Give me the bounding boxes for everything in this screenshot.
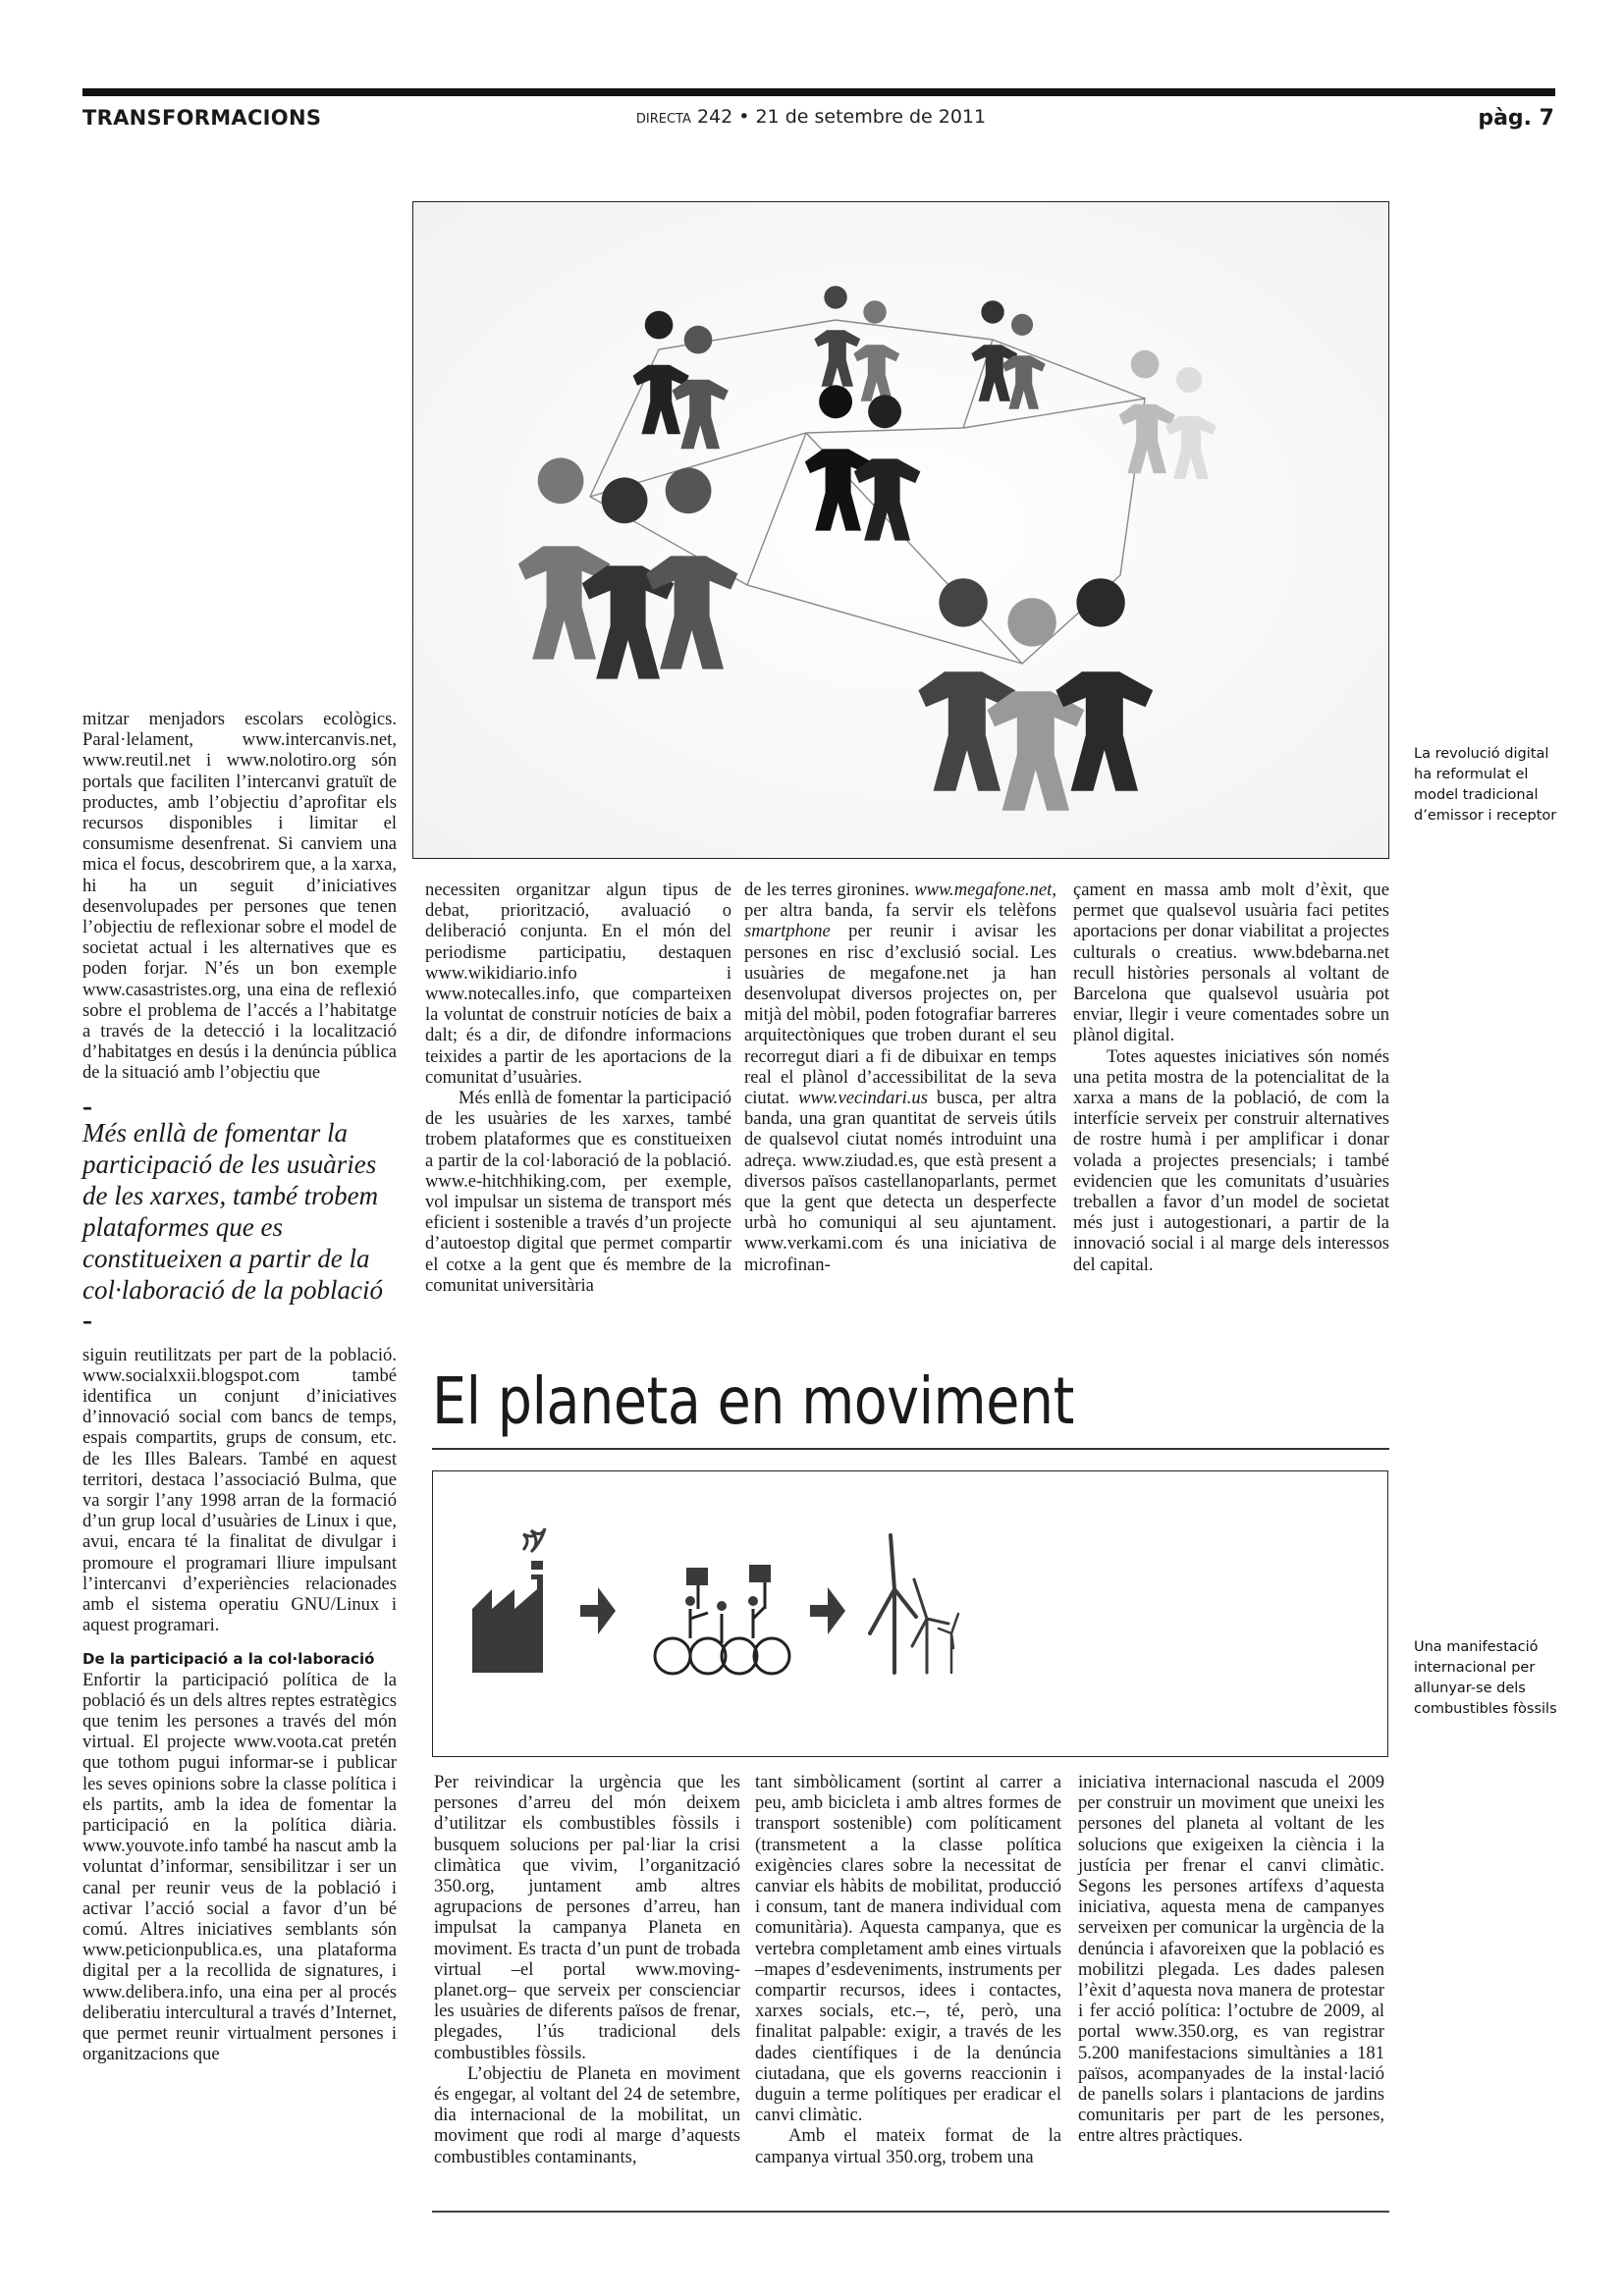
pull-quote-dash: – (82, 1308, 92, 1333)
paragraph: tant simbòlicament (sortint al carrer a peu, amb bicicleta i amb altres formes de transport sostenible) com políticament (transmetent a la classe política exigències clares sobre la necessitat de canviar els hàbits de mobilitat, producció i consum, tant de manera individual com comunitària). Aquesta campanya, que es vertebra completament amb eines virtuals –mapes d’esdeveniments, instruments per compartir recursos, idees i contactes, xarxes socials, etc.–, té, però, una finalitat palpable: exigir, a través de les dades científiques i de la denúncia ciutadana, que els governs reaccionin i duguin a terme polítiques per eradicar el canvi climàtic. (755, 1772, 1061, 2126)
paragraph: iniciativa internacional nascuda el 2009 per construir un moviment que uneixi les persones del planeta al voltant de les solucions que exigeixen la ciència i la justícia per frenar el canvi climàtic. Segons les persones artífexs d’aquesta iniciativa, aquesta mena de campanyes serveixen per comunicar la urgència de la denúncia i afavoreixen que la població es mobilitzi plegada. Les dades palesen l’èxit d’aquesta nova manera de protestar i fer acció política: l’octubre de 2009, al portal www.350.org, es van registrar 5.200 manifestacions simultànies a 181 països, acompanyades de la instal·lació de panells solars i plantacions de jardins comunitaris per part de les persones, entre altres pràctiques. (1078, 1772, 1384, 2147)
arrow-icon (580, 1587, 616, 1634)
article-column (744, 880, 1056, 1275)
link: www.megafone.net (914, 880, 1053, 900)
header-rule (82, 88, 1555, 96)
paragraph: siguin reutilitzats per part de la població. www.socialxxii.blogspot.com també identifica un conjunt d’iniciatives d’innovació social com bancs de temps, espais compartits, grups de consum, etc. de les Illes Balears. També en aquest territori, destaca l’associació Bulma, que va sorgir l’any 1998 arran de la formació d’un grup local d’usuàries de Linux i que, avui, encara té la finalitat de divulgar i promoure el programari lliure impulsant l’intercanvi d’experiències relacionades amb el sistema operatiu GNU/Linux i aquest programari. (82, 1344, 397, 1636)
article-column (425, 880, 731, 1296)
paragraph: mitzar menjadors escolars ecològics. Paral·lelament, www.intercanvis.net, www.reutil.net i www.nolotiro.org són portals que faciliten l’intercanvi gratuït de productes, amb l’objectiu d’aprofitar els recursos disponibles i limitar el consumisme desenfrenat. Si canviem una mica el focus, descobrirem que, a la xarxa, hi ha un seguit d’iniciatives desenvolupades per persones que tenen l’objectiu de reflexionar sobre el model de societat actual i les alternatives que es poden forjar. N’és un bon exemple www.casastristes.org, una eina de reflexió sobre el problema de l’accés a l’habitatge a través de la detecció i la localització d’habitatges en desús i la denúncia pública de la situació amb l’objectiu que (82, 709, 397, 1084)
paragraph: Per reivindicar la urgència que les persones d’arreu del món deixem d’utilitzar els combustibles fòssils i busquem solucions per pal·liar la crisi climàtica que vivim, l’organització 350.org, juntament amb altres agrupacions de persones d’arreu, han impulsat la campanya Planeta en moviment. Es tracta d’un punt de trobada virtual –el portal www.moving-planet.org– que serveix per conscienciar les usuàries de diferents països de frenar, plegades, l’ús tradicional dels combustibles fòssils. (434, 1772, 740, 2063)
separator: • (738, 106, 750, 128)
paragraph: L’objectiu de Planeta en moviment és engegar, al voltant del 24 de setembre, dia internacional de la mobilitat, un moviment que rodi al marge d’aquests combustibles contaminants, (434, 2062, 740, 2167)
page-number: pàg. 7 (1478, 106, 1554, 131)
paragraph: necessiten organitzar algun tipus de debat, priorització, avaluació o deliberació conjunta. En el món del periodisme participatiu, destaquen www.wikidiario.info i www.notecalles.info, que comparteixen la voluntat de construir notícies de baix a dalt; és a dir, de difondre informacions teixides a partir de les aportacions de la comunitat d’usuàries. (425, 880, 731, 1088)
pull-quote-text: Més enllà de fomentar la participació de les usuàries de les xarxes, també trobem plataformes que es constitueixen a partir de la col·laboració de la població (82, 1117, 383, 1305)
text: , per altra banda, fa servir els telèfons (744, 880, 1056, 922)
factory-bikes-windmills (433, 1471, 1387, 1756)
photo-caption: La revolució digital ha reformulat el model tradicional d’emissor i receptor (1414, 746, 1557, 824)
paragraph: Amb el mateix format de la campanya virtual 350.org, trobem una (755, 2125, 1061, 2167)
arrow-icon (810, 1587, 845, 1634)
paragraph: çament en massa amb molt d’èxit, que permet que qualsevol usuària faci petites aportacions per donar viabilitat a projectes culturals o creatius. www.bdebarna.net recull històries personals al voltant de Barcelona que qualsevol usuària pot enviar, llegir i veure comentades sobre un plànol digital. (1073, 880, 1389, 1046)
article-title: El planeta en moviment (432, 1363, 1074, 1439)
text: busca, per altra banda, una gran quantitat de serveis útils de qualsevol ciutat només introduint una adreça. www.ziudad.es, que està present a diversos països castellanoparlants, permet que la gent que detecta un desperfecte urbà ho comuniqui al seu ajuntament. www.verkami.com és una iniciativa de microfinan- (744, 1088, 1056, 1275)
article-column (1078, 1772, 1384, 2147)
transition-illustration (432, 1470, 1388, 1757)
issue-date: 21 de setembre de 2011 (755, 106, 987, 128)
text: per reunir i avisar les persones en risc d’exclusió social. Les usuàries de megafone.net ja han desenvolupat diversos projectes on, per mitjà del mòbil, poden fotografiar barreres arquitectòniques que troben durant el seu recorregut diari a fi de dibuixar en temps real el plànol d’accessibilitat de la seva ciutat. (744, 921, 1056, 1109)
factory-icon (472, 1528, 545, 1673)
paragraph: Més enllà de fomentar la participació de les usuàries de les xarxes, també trobem plataformes que es constitueixen a partir de la col·laboració de la població. www.e-hitchhiking.com, per exemple, vol impulsar un sistema de transport més eficient i sostenible a través d’un projecte d’autoestop digital que permet compartir el cotxe a la gent que és membre de la comunitat universitària (425, 1088, 731, 1296)
section-name: TRANSFORMACIONS (82, 106, 322, 130)
issue-number: 242 (696, 106, 733, 128)
wind-turbines-icon (870, 1535, 958, 1673)
article-column (434, 1772, 740, 2167)
pull-quote (82, 1097, 397, 1331)
link: www.vecindari.us (798, 1088, 928, 1109)
illustration-caption: Una manifestació internacional per allunyar-se dels combustibles fòssils (1414, 1639, 1557, 1717)
paragraph (744, 880, 1056, 1275)
issue-info (566, 106, 1056, 128)
text: de les terres gironines. (744, 880, 915, 900)
pull-quote-dash: – (82, 1095, 92, 1119)
cyclists-icon (655, 1579, 789, 1674)
emphasis: smartphone (744, 921, 831, 942)
paragraph: Enfortir la participació política de la població és un dels altres reptes estratègics que tenim les persones a través del món virtual. El projecte www.voota.cat pretén que tothom pugui informar-se i publicar les seves opinions sobre la classe política i els partits, amb la idea de fomentar la participació en la política diària. www.youvote.info també ha nascut amb la voluntat d’informar, sensibilitzar i ser un canal per reunir veus de la població i activar l’acció social a favor d’un bé comú. Altres iniciatives semblants són www.peticionpublica.es, una plataforma digital per a la recollida de signatures, i www.delibera.info, una eina per al procés deliberatiu intercultural a través d’Internet, que permet reunir virtualment persones i organitzacions que (82, 1669, 397, 2065)
paragraph: Totes aquestes iniciatives són només una petita mostra de la potencialitat de la xarxa a mans de la població, de com la interfície serveix per construir alternatives de rostre humà i per amplificar i donar volada a projectes presencials; i també evidencien que les comunitats d’usuàries treballen a favor d’un model de societat més just i autogestionari, a partir de la innovació social i al marge dels interessos del capital. (1073, 1045, 1389, 1275)
title-rule (432, 1448, 1389, 1450)
subheading: De la participació a la col·laboració (82, 1649, 375, 1668)
publication-name: DIRECTA (635, 112, 691, 127)
article-column (82, 709, 397, 2064)
article-column (755, 1772, 1061, 2167)
article-column (1073, 880, 1389, 1275)
network-people-photo (412, 201, 1389, 859)
bottom-rule (432, 2211, 1389, 2213)
network-illustration (413, 202, 1388, 858)
